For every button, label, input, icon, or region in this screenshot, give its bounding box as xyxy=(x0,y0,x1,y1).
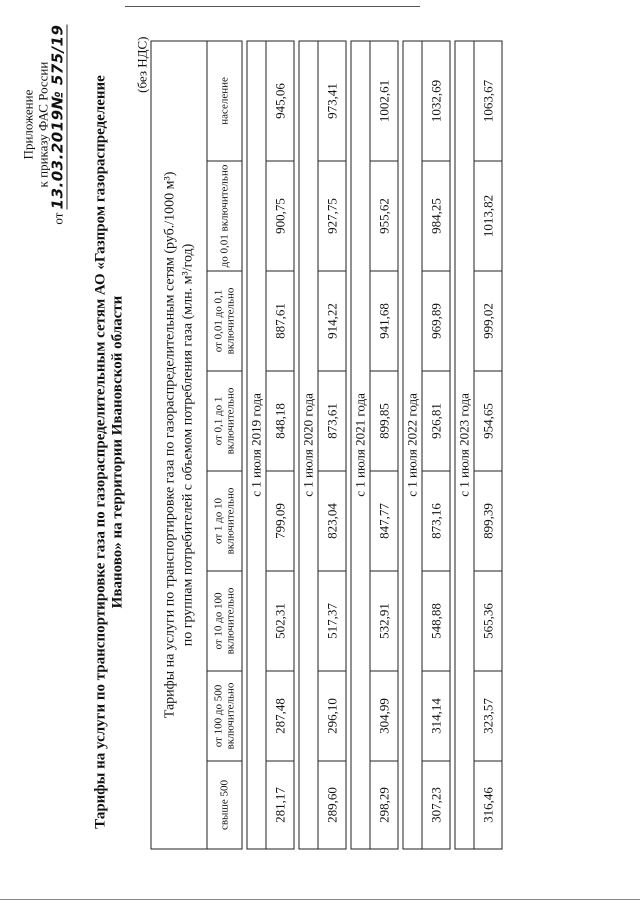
tariff-value: 296,10 xyxy=(318,671,346,761)
tariff-value: 941,68 xyxy=(370,271,398,371)
tariff-value: 1002,61 xyxy=(370,41,398,161)
tariff-value: 926,81 xyxy=(422,371,450,471)
tariff-table xyxy=(151,40,503,849)
period-row xyxy=(455,41,474,849)
tariff-value: 848,18 xyxy=(266,371,294,471)
tariff-value: 281,17 xyxy=(266,761,294,849)
tariff-value: 954,65 xyxy=(474,371,502,471)
tariff-value: 914,22 xyxy=(318,271,346,371)
tariff-value: 969,89 xyxy=(422,271,450,371)
column-header: население xyxy=(207,41,242,161)
rotated-document-page xyxy=(21,25,621,880)
table-row xyxy=(370,41,398,849)
annex-line-3 xyxy=(48,24,67,225)
tariff-value: 314,14 xyxy=(422,671,450,761)
table-row xyxy=(422,41,450,849)
annex-date-prefix: от xyxy=(50,212,66,225)
tariff-value: 973,41 xyxy=(318,41,346,161)
annex-block xyxy=(21,25,66,225)
tariff-value: 887,61 xyxy=(266,271,294,371)
period-row xyxy=(351,41,370,849)
annex-line-1: Приложение xyxy=(20,89,36,160)
tariff-value: 955,62 xyxy=(370,161,398,271)
column-header: до 0,01 включительно xyxy=(207,161,242,271)
table-row xyxy=(266,41,294,849)
column-header: от 100 до 500 включительно xyxy=(207,671,242,761)
column-header-row xyxy=(207,41,242,849)
tariff-value: 847,77 xyxy=(370,471,398,571)
tariff-value: 899,39 xyxy=(474,471,502,571)
tariff-value: 900,75 xyxy=(266,161,294,271)
tariff-value: 823,04 xyxy=(318,471,346,571)
tariff-value: 289,60 xyxy=(318,761,346,849)
title-line-2: Иваново» на территории Ивановской области xyxy=(109,295,126,609)
period-row xyxy=(299,41,318,849)
title-line-1: Тарифы на услуги по транспортировке газа по газораспределительным сетям АО «Газпром газораспределение xyxy=(92,75,109,829)
table-caption-line-1: Тарифы на услуги по транспортировке газа по газораспределительным сетям (руб./1000 м³) xyxy=(162,171,177,719)
tariff-value: 517,37 xyxy=(318,571,346,671)
tariff-value: 873,16 xyxy=(422,471,450,571)
tariff-value: 323,57 xyxy=(474,671,502,761)
table-body xyxy=(242,41,502,849)
column-header: от 1 до 10 включительно xyxy=(207,471,242,571)
scan-edge-top xyxy=(125,6,420,7)
tariff-value: 307,23 xyxy=(422,761,450,849)
tariff-value: 316,46 xyxy=(474,761,502,849)
tariff-value: 287,48 xyxy=(266,671,294,761)
column-header: свыше 500 xyxy=(207,761,242,849)
period-row xyxy=(403,41,422,849)
tariff-value: 548,88 xyxy=(422,571,450,671)
tariff-value: 873,61 xyxy=(318,371,346,471)
column-header: от 10 до 100 включительно xyxy=(207,571,242,671)
tariff-value: 532,91 xyxy=(370,571,398,671)
column-header: от 0,1 до 1 включительно xyxy=(207,371,242,471)
vat-note: (без НДС) xyxy=(134,36,150,93)
document-title xyxy=(93,25,127,880)
scan-edge-bottom xyxy=(0,899,640,900)
period-label: с 1 июля 2020 года xyxy=(299,41,318,849)
tariff-value: 304,99 xyxy=(370,671,398,761)
tariff-value: 984,25 xyxy=(422,161,450,271)
tariff-value: 298,29 xyxy=(370,761,398,849)
period-label: с 1 июля 2022 года xyxy=(403,41,422,849)
column-header: от 0,01 до 0,1 включительно xyxy=(207,271,242,371)
tariff-value: 927,75 xyxy=(318,161,346,271)
tariff-value: 899,85 xyxy=(370,371,398,471)
tariff-value: 1063,67 xyxy=(474,41,502,161)
tariff-value: 1032,69 xyxy=(422,41,450,161)
table-row xyxy=(474,41,502,849)
tariff-value: 799,09 xyxy=(266,471,294,571)
period-label: с 1 июля 2023 года xyxy=(455,41,474,849)
tariff-value: 565,36 xyxy=(474,571,502,671)
period-label: с 1 июля 2021 года xyxy=(351,41,370,849)
tariff-value: 945,06 xyxy=(266,41,294,161)
handwritten-order-number: 13.03.2019№ 575/19 xyxy=(48,24,67,210)
period-label: с 1 июля 2019 года xyxy=(247,41,266,849)
table-caption xyxy=(151,41,207,849)
period-row xyxy=(247,41,266,849)
table-row xyxy=(318,41,346,849)
tariff-value: 502,31 xyxy=(266,571,294,671)
tariff-value: 1013,82 xyxy=(474,161,502,271)
tariff-value: 999,02 xyxy=(474,271,502,371)
annex-line-2: к приказу ФАС России xyxy=(35,61,51,188)
table-caption-line-2: по группам потребителей с объемом потребления газа (млн. м³/год) xyxy=(180,243,195,647)
